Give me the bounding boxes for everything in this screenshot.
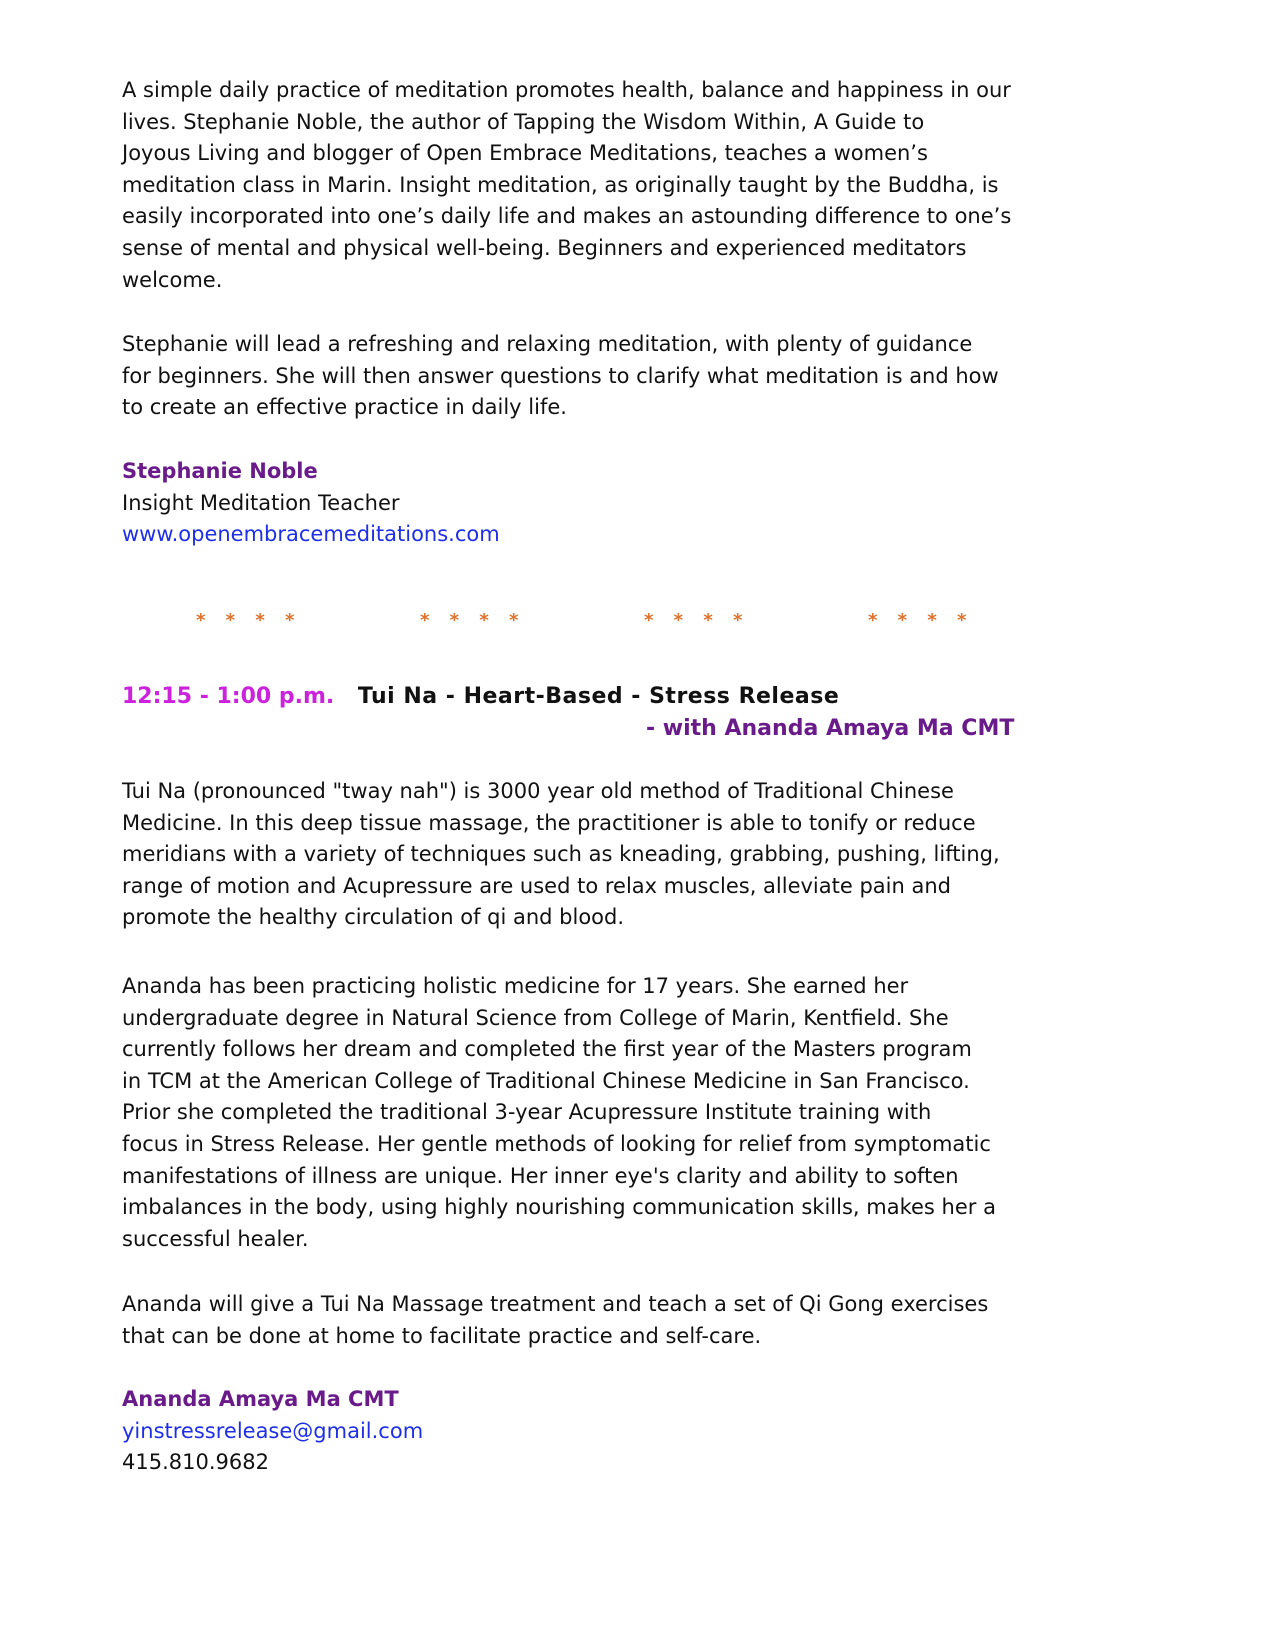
ananda-phone: 415.810.9682 (122, 1450, 269, 1475)
star-group: * * * * (868, 610, 967, 631)
intro-paragraph: A simple daily practice of meditation promotes health, balance and happiness in our lives. Stephanie Noble, the author of Tapping the Wisdom Within, A Guide to Joyous Living and blogger of Open Embrace Meditations, teaches a women’s meditation class in Marin. Insight meditation, as originally taught by the Buddha, is easily incorporated into one’s daily life and makes an astounding difference to one’s sense of mental and physical well-being. Beginners and experienced meditators welcome. (122, 78, 1012, 292)
stephanie-lead-block (122, 329, 1122, 424)
session-title: Tui Na - Heart-Based - Stress Release (357, 684, 840, 709)
ananda-lead-block (122, 1289, 1122, 1352)
tuina-paragraph: Tui Na (pronounced "tway nah") is 3000 year old method of Traditional Chinese Medicine. In this deep tissue massage, the practitioner is able to tonify or reduce meridians with a variety of techniques such as kneading, grabbing, pushing, lifting, range of motion and Acupressure are used to relax muscles, alleviate pain and promote the healthy circulation of qi and blood. (122, 779, 1000, 930)
ananda-bio-paragraph: Ananda has been practicing holistic medicine for 17 years. She earned her undergraduate degree in Natural Science from College of Marin, Kentfield. She currently follows her dream and completed the first year of the Masters program in TCM at the American College of Traditional Chinese Medicine in San Francisco. Prior she completed the traditional 3-year Acupressure Institute training with focus in Stress Release. Her gentle methods of looking for relief from symptomatic manifestations of illness are unique. Her inner eye's clarity and ability to soften imbalances in the body, using highly nourishing communication skills, makes her a successful healer. (122, 974, 996, 1251)
star-group: * * * * (420, 610, 519, 631)
ananda-bio-block (122, 971, 1122, 1255)
ananda-lead-paragraph: Ananda will give a Tui Na Massage treatment and teach a set of Qi Gong exercises that can be done at home to facilitate practice and self-care. (122, 1292, 989, 1348)
session-presenter: - with Ananda Amaya Ma CMT (646, 716, 1015, 741)
tuina-paragraph-block (122, 776, 1122, 934)
star-divider (0, 610, 1275, 640)
ananda-signature (122, 1384, 1122, 1479)
stephanie-signature (122, 456, 1122, 551)
session-time: 12:15 - 1:00 p.m. (122, 684, 335, 709)
intro-paragraph-block (122, 75, 1122, 296)
stephanie-website-link[interactable]: www.openembracemeditations.com (122, 522, 500, 547)
star-group: * * * * (196, 610, 295, 631)
stephanie-name: Stephanie Noble (122, 459, 318, 483)
star-group: * * * * (644, 610, 743, 631)
ananda-name: Ananda Amaya Ma CMT (122, 1387, 399, 1411)
session-heading (122, 681, 1122, 713)
stephanie-title: Insight Meditation Teacher (122, 490, 400, 515)
ananda-email-link[interactable]: yinstressrelease@gmail.com (122, 1418, 424, 1443)
stephanie-lead-paragraph: Stephanie will lead a refreshing and relaxing meditation, with plenty of guidance for beginners. She will then answer questions to clarify what meditation is and how to create an effective practice in daily life. (122, 332, 999, 420)
